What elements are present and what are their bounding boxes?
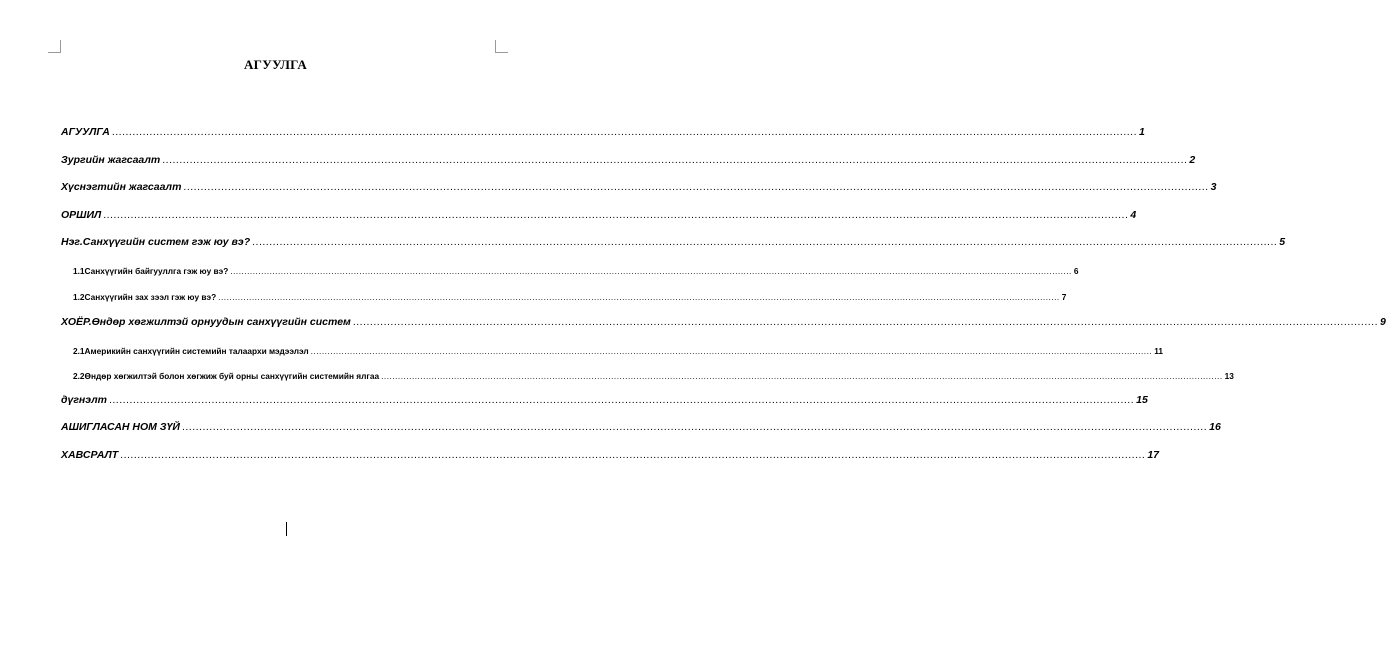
crop-mark-top-right xyxy=(495,40,508,53)
toc-page-number: 11 xyxy=(1154,346,1163,356)
toc-entry[interactable] xyxy=(61,234,1286,248)
toc-dot-leader: ............................................................................................................................................................................................................................................................................................................ xyxy=(381,371,1223,381)
toc-entry-number: 2.2 xyxy=(73,371,85,381)
toc-page-number: 7 xyxy=(1061,292,1067,302)
toc-entry-text: Нэг.Санхүүгийн систем гэж юу вэ? xyxy=(61,236,251,248)
toc-entry-text: Зургийн жагсаалт xyxy=(61,154,161,166)
toc-entry-number: 1.2 xyxy=(73,292,85,302)
toc-page-number: 9 xyxy=(1380,316,1386,328)
toc-entry-text: ОРШИЛ xyxy=(61,209,102,221)
toc-entry[interactable] xyxy=(73,367,1234,381)
toc-dot-leader: ............................................................................................................................................................................................................................................................................................................ xyxy=(108,394,1135,406)
toc-page-number: 4 xyxy=(1130,209,1137,221)
toc-entry[interactable] xyxy=(61,447,1160,461)
toc-entry-text: Санхүүгийн зах зээл гэж юу вэ? xyxy=(84,292,217,302)
toc-entry-text: Санхүүгийн байгууллга гэж юу вэ? xyxy=(84,266,229,276)
toc-page-number: 2 xyxy=(1189,154,1196,166)
toc-page-number: 3 xyxy=(1210,181,1217,193)
toc-dot-leader: ............................................................................................................................................................................................................................................................................................................ xyxy=(111,126,1137,138)
toc-entry-text: Хүснэгтийн жагсаалт xyxy=(61,181,182,193)
toc-entry[interactable] xyxy=(61,152,1196,166)
toc-dot-leader: ............................................................................................................................................................................................................................................................................................................ xyxy=(181,421,1208,433)
page-title: АГУУЛГА xyxy=(243,57,308,72)
toc-entry[interactable] xyxy=(61,392,1148,406)
crop-mark-top-left xyxy=(48,40,61,53)
toc-entry[interactable] xyxy=(61,207,1137,221)
toc-entry[interactable] xyxy=(61,179,1217,193)
toc-dot-leader: ............................................................................................................................................................................................................................................................................................................ xyxy=(230,266,1072,276)
toc-dot-leader: ............................................................................................................................................................................................................................................................................................................ xyxy=(103,209,1129,221)
toc-page-number: 5 xyxy=(1279,236,1286,248)
toc-dot-leader: ............................................................................................................................................................................................................................................................................................................ xyxy=(218,292,1060,302)
toc-entry-text: дүгнэлт xyxy=(61,394,107,406)
toc-entry[interactable] xyxy=(73,288,1067,302)
toc-dot-leader: ............................................................................................................................................................................................................................................................................................................ xyxy=(252,236,1278,248)
toc-entry[interactable] xyxy=(73,262,1079,276)
toc-dot-leader: ............................................................................................................................................................................................................................................................................................................ xyxy=(352,316,1378,328)
toc-entry[interactable] xyxy=(61,419,1221,433)
toc-page-number: 6 xyxy=(1073,266,1079,276)
toc-entry[interactable] xyxy=(73,342,1163,356)
toc-dot-leader: ............................................................................................................................................................................................................................................................................................................ xyxy=(120,449,1146,461)
toc-page-number: 17 xyxy=(1147,449,1160,461)
toc-entry-text: АШИГЛАСАН НОМ ЗҮЙ xyxy=(61,421,180,433)
toc-page-number: 13 xyxy=(1224,371,1234,381)
toc-dot-leader: ............................................................................................................................................................................................................................................................................................................ xyxy=(162,154,1188,166)
text-cursor xyxy=(286,522,287,536)
toc-entry-text: Өндөр хөгжилтэй болон хөгжиж буй орны санхүүгийн системийн ялгаа xyxy=(84,371,380,381)
toc-entry-number: 1.1 xyxy=(73,266,85,276)
toc-entry[interactable] xyxy=(61,314,1386,328)
toc-page-number: 1 xyxy=(1139,126,1145,138)
toc-page-number: 16 xyxy=(1209,421,1221,433)
toc-entry-number: 2.1 xyxy=(73,346,85,356)
toc-entry-text: ХОЁР.Өндөр хөгжилтэй орнуудын санхүүгийн систем xyxy=(61,316,351,328)
toc-entry[interactable] xyxy=(61,124,1145,138)
toc-dot-leader: ............................................................................................................................................................................................................................................................................................................ xyxy=(310,346,1153,356)
toc-entry-text: ХАВСРАЛТ xyxy=(61,449,119,461)
toc-dot-leader: ............................................................................................................................................................................................................................................................................................................ xyxy=(183,181,1209,193)
toc-entry-text: Америкийн санхүүгийн системийн талаархи мэдээлэл xyxy=(84,346,309,356)
toc-entry-text: АГУУЛГА xyxy=(61,126,110,138)
toc-page-number: 15 xyxy=(1136,394,1148,406)
